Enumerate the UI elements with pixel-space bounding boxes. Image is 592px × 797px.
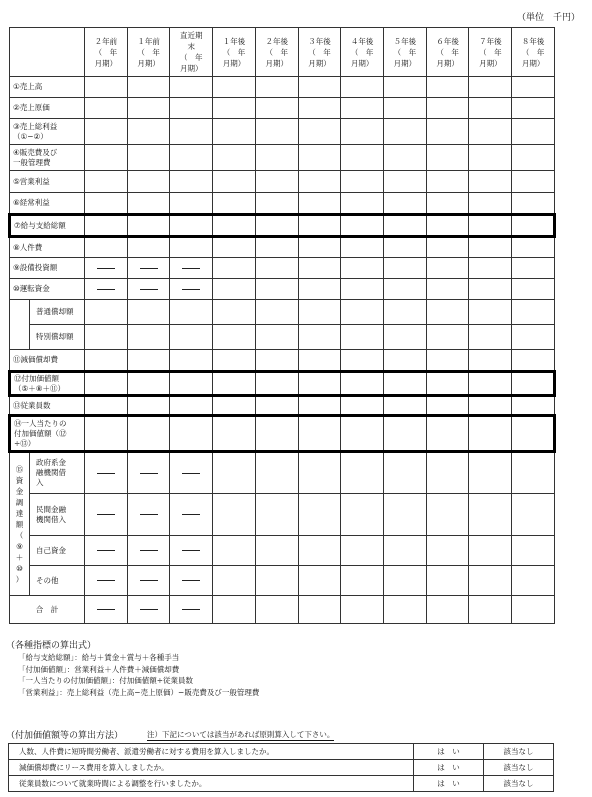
row-value-added bbox=[10, 372, 555, 396]
option-yes[interactable]: は い bbox=[414, 776, 484, 792]
dash-mark bbox=[97, 473, 115, 474]
formula-line: 「一人当たりの付加価値額」：付加価値額÷従業員数 bbox=[18, 676, 194, 685]
row-value-added-per-person bbox=[10, 416, 555, 452]
row-gov-loan bbox=[10, 452, 555, 494]
col-header: ８年後 （ 年 月期） bbox=[512, 28, 555, 77]
row-label: ②売上原価 bbox=[10, 98, 85, 119]
formula-line: 「付加価値額」：営業利益＋人件費＋減価償却費 bbox=[18, 664, 180, 674]
row-label: ⑤営業利益 bbox=[10, 171, 85, 193]
checklist-question: 減価償却費にリース費用を算入しましたか。 bbox=[9, 760, 414, 776]
row-label: 民間金融 機関借入 bbox=[30, 494, 85, 536]
dash-mark bbox=[182, 609, 200, 610]
col-header: 直近期 末 （ 年 月期） bbox=[170, 28, 213, 77]
row-label: ⑨設備投資額 bbox=[10, 258, 85, 279]
formula-line: 「給与支給総額」：給与＋賃金＋賞与＋各種手当 bbox=[18, 653, 180, 662]
row-other-funds bbox=[10, 566, 555, 596]
dash-mark bbox=[97, 580, 115, 581]
dash-mark bbox=[140, 473, 158, 474]
dash-mark bbox=[140, 580, 158, 581]
option-yes[interactable]: は い bbox=[414, 760, 484, 776]
calc-title: （付加価値額等の算出方法） bbox=[6, 731, 124, 741]
col-header: ６年後 （ 年 月期） bbox=[426, 28, 469, 77]
row-personnel-cost bbox=[10, 237, 555, 258]
row-label: ⑫付加価値額 （⑤＋⑧＋⑪） bbox=[10, 372, 85, 396]
dash-mark bbox=[97, 609, 115, 610]
row-label: その他 bbox=[30, 566, 85, 596]
row-label: ⑥経常利益 bbox=[10, 193, 85, 215]
row-special-depreciation bbox=[10, 325, 555, 350]
row-cost-of-sales bbox=[10, 98, 555, 119]
row-gross-profit bbox=[10, 119, 555, 145]
col-header: ２年前 （ 年 月期） bbox=[85, 28, 128, 77]
row-own-funds bbox=[10, 536, 555, 566]
calc-checklist-table bbox=[8, 743, 554, 792]
funding-vertical-label: ⑮ 資 金 調 達 額 （ ⑨ ＋ ⑩ ） bbox=[10, 452, 30, 596]
col-header: ２年後 （ 年 月期） bbox=[255, 28, 298, 77]
row-employees bbox=[10, 396, 555, 416]
checklist-row bbox=[9, 744, 554, 760]
row-private-loan bbox=[10, 494, 555, 536]
dash-mark bbox=[182, 289, 200, 290]
row-label: ⑬従業員数 bbox=[10, 396, 85, 416]
checklist-question: 人数、人件費に短時間労働者、派遣労働者に対する費用を算入しましたか。 bbox=[9, 744, 414, 760]
row-label: 特別償却額 bbox=[30, 325, 85, 350]
row-total-salary bbox=[10, 215, 555, 237]
col-header: ７年後 （ 年 月期） bbox=[469, 28, 512, 77]
option-none[interactable]: 該当なし bbox=[484, 760, 554, 776]
row-working-capital bbox=[10, 279, 555, 300]
dash-mark bbox=[182, 473, 200, 474]
row-label: ④販売費及び 一般管理費 bbox=[10, 145, 85, 171]
row-operating-profit bbox=[10, 171, 555, 193]
formula-list bbox=[18, 652, 259, 698]
row-sales bbox=[10, 77, 555, 98]
col-header: ３年後 （ 年 月期） bbox=[298, 28, 341, 77]
header-corner bbox=[10, 28, 85, 77]
col-header: ５年後 （ 年 月期） bbox=[384, 28, 427, 77]
col-header: ４年後 （ 年 月期） bbox=[341, 28, 384, 77]
row-label: 政府系金 融機関借 入 bbox=[30, 452, 85, 494]
formula-title: （各種指標の算出式） bbox=[6, 641, 97, 651]
dash-mark bbox=[140, 550, 158, 551]
dash-mark bbox=[182, 580, 200, 581]
col-header: １年前 （ 年 月期） bbox=[127, 28, 170, 77]
checklist-row bbox=[9, 776, 554, 792]
option-yes[interactable]: は い bbox=[414, 744, 484, 760]
calc-note: 注）下記については該当があれば原則算入して下さい。 bbox=[147, 730, 335, 739]
row-label: ⑩運転資金 bbox=[10, 279, 85, 300]
header-row bbox=[10, 28, 555, 77]
dash-mark bbox=[140, 514, 158, 515]
dash-mark bbox=[97, 268, 115, 269]
dash-mark bbox=[97, 289, 115, 290]
row-label: ⑭一人当たりの 付加価値額（⑫ ÷⑬） bbox=[10, 416, 85, 452]
row-ordinary-depreciation bbox=[10, 300, 555, 325]
row-label: 合 計 bbox=[10, 596, 85, 624]
financial-plan-table bbox=[8, 27, 556, 624]
row-label: ⑦給与支給総額 bbox=[10, 215, 85, 237]
row-label: ⑧人件費 bbox=[10, 237, 85, 258]
row-ordinary-profit bbox=[10, 193, 555, 215]
checklist-row bbox=[9, 760, 554, 776]
option-none[interactable]: 該当なし bbox=[484, 744, 554, 760]
dash-mark bbox=[140, 609, 158, 610]
dash-mark bbox=[182, 268, 200, 269]
dash-mark bbox=[140, 289, 158, 290]
dash-mark bbox=[97, 550, 115, 551]
row-depreciation bbox=[10, 350, 555, 372]
row-label: ③売上総利益 （①−②） bbox=[10, 119, 85, 145]
dash-mark bbox=[140, 268, 158, 269]
row-label: 自己資金 bbox=[30, 536, 85, 566]
dash-mark bbox=[97, 514, 115, 515]
unit-label: （単位 千円） bbox=[516, 13, 580, 23]
formula-line: 「営業利益」：売上総利益（売上高−売上原価）−販売費及び一般管理費 bbox=[18, 687, 260, 697]
row-total bbox=[10, 596, 555, 624]
row-capex bbox=[10, 258, 555, 279]
dash-mark bbox=[182, 514, 200, 515]
row-label: 普通償却額 bbox=[30, 300, 85, 325]
dash-mark bbox=[182, 550, 200, 551]
col-header: １年後 （ 年 月期） bbox=[213, 28, 256, 77]
row-label: ①売上高 bbox=[10, 77, 85, 98]
row-sga bbox=[10, 145, 555, 171]
option-none[interactable]: 該当なし bbox=[484, 776, 554, 792]
row-label: ⑪減価償却費 bbox=[10, 350, 85, 372]
checklist-question: 従業員数について就業時間による調整を行いましたか。 bbox=[9, 776, 414, 792]
